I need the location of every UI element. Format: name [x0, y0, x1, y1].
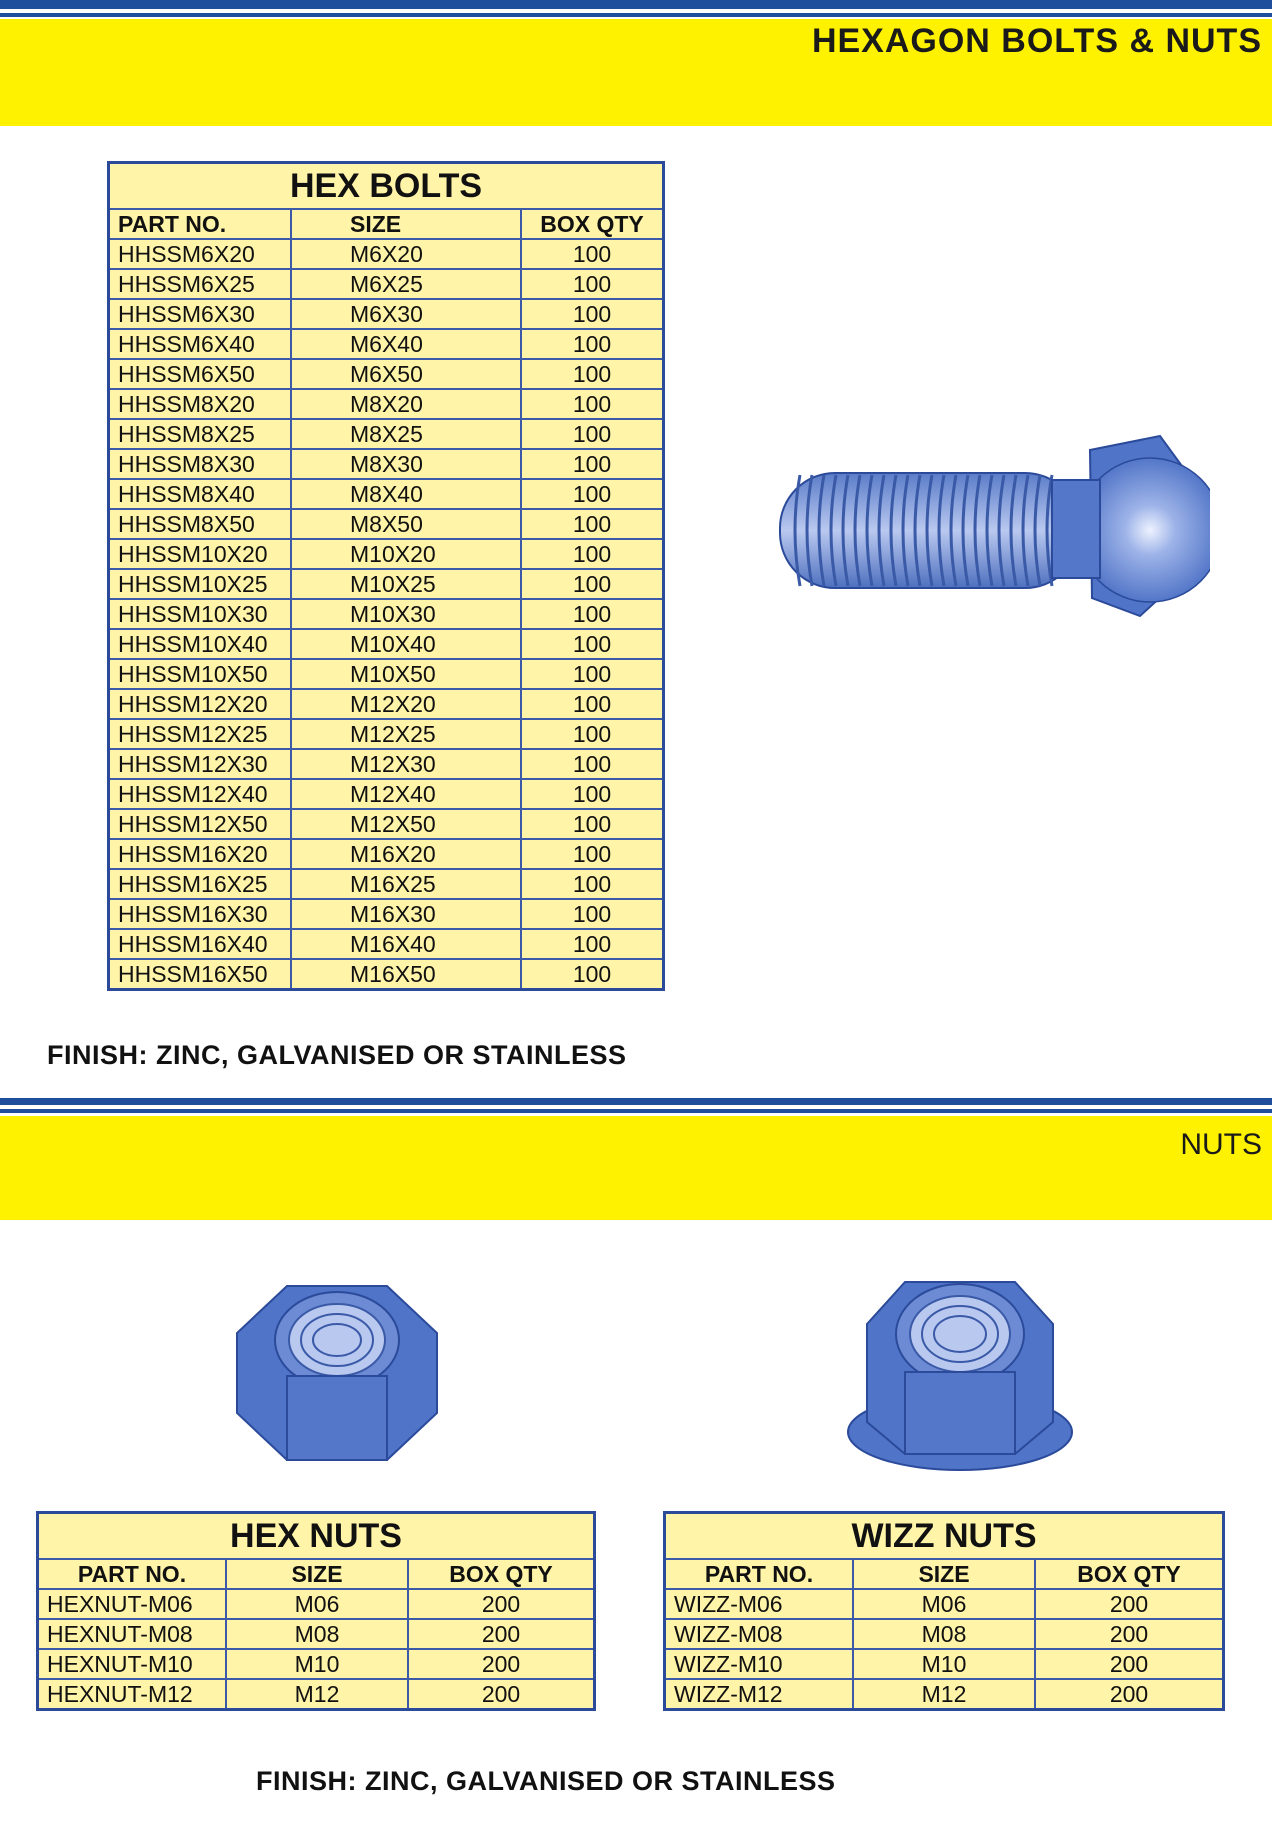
box-qty-cell: 100 — [521, 329, 664, 359]
box-qty-cell: 100 — [521, 629, 664, 659]
part-no-cell: HHSSM10X50 — [109, 659, 292, 689]
table-row — [109, 269, 664, 299]
table-row — [109, 539, 664, 569]
size-cell: M06 — [226, 1589, 408, 1619]
table-row — [109, 359, 664, 389]
part-no-cell: HHSSM6X25 — [109, 269, 292, 299]
wizz-nut-illustration — [843, 1272, 1078, 1472]
part-no-cell: HHSSM8X25 — [109, 419, 292, 449]
part-no-cell: HHSSM12X30 — [109, 749, 292, 779]
top-rule-thick — [0, 0, 1272, 9]
table-row — [109, 809, 664, 839]
table-row — [109, 869, 664, 899]
size-cell: M16X30 — [291, 899, 521, 929]
box-qty-cell: 100 — [521, 869, 664, 899]
column-header-size: SIZE — [291, 209, 521, 239]
size-cell: M06 — [853, 1589, 1035, 1619]
table-row — [665, 1589, 1224, 1619]
box-qty-cell: 100 — [521, 839, 664, 869]
table-row — [109, 569, 664, 599]
mid-rule-thick — [0, 1098, 1272, 1105]
size-cell: M08 — [853, 1619, 1035, 1649]
page-title: HEXAGON BOLTS & NUTS — [811, 22, 1262, 60]
part-no-cell: HHSSM6X50 — [109, 359, 292, 389]
size-cell: M10X50 — [291, 659, 521, 689]
table-row — [109, 839, 664, 869]
table-row — [665, 1619, 1224, 1649]
size-cell: M10X40 — [291, 629, 521, 659]
table-row — [109, 479, 664, 509]
part-no-cell: HHSSM6X30 — [109, 299, 292, 329]
size-cell: M8X50 — [291, 509, 521, 539]
hex-bolts-table — [107, 161, 665, 991]
size-cell: M10X30 — [291, 599, 521, 629]
box-qty-cell: 100 — [521, 779, 664, 809]
column-header-size: SIZE — [853, 1559, 1035, 1589]
size-cell: M8X25 — [291, 419, 521, 449]
part-no-cell: HHSSM12X50 — [109, 809, 292, 839]
box-qty-cell: 100 — [521, 509, 664, 539]
size-cell: M10 — [853, 1649, 1035, 1679]
box-qty-cell: 200 — [1035, 1649, 1224, 1679]
table-row — [109, 779, 664, 809]
size-cell: M10X20 — [291, 539, 521, 569]
size-cell: M08 — [226, 1619, 408, 1649]
box-qty-cell: 100 — [521, 899, 664, 929]
table-row — [665, 1649, 1224, 1679]
part-no-cell: HEXNUT-M10 — [38, 1649, 227, 1679]
table-row — [109, 689, 664, 719]
box-qty-cell: 100 — [521, 749, 664, 779]
size-cell: M8X30 — [291, 449, 521, 479]
part-no-cell: HHSSM6X40 — [109, 329, 292, 359]
hex-nuts-rows — [38, 1589, 595, 1710]
box-qty-cell: 200 — [408, 1679, 595, 1710]
box-qty-cell: 100 — [521, 239, 664, 269]
table-row — [109, 389, 664, 419]
size-cell: M6X25 — [291, 269, 521, 299]
table-row — [109, 959, 664, 990]
wizz-nuts-rows — [665, 1589, 1224, 1710]
box-qty-cell: 200 — [408, 1589, 595, 1619]
box-qty-cell: 100 — [521, 959, 664, 990]
size-cell: M6X20 — [291, 239, 521, 269]
box-qty-cell: 100 — [521, 599, 664, 629]
wizz-nuts-table — [663, 1511, 1225, 1711]
part-no-cell: HHSSM8X20 — [109, 389, 292, 419]
part-no-cell: HEXNUT-M08 — [38, 1619, 227, 1649]
column-header-box-qty: BOX QTY — [521, 209, 664, 239]
table-row — [109, 419, 664, 449]
part-no-cell: HHSSM16X30 — [109, 899, 292, 929]
part-no-cell: HHSSM10X30 — [109, 599, 292, 629]
box-qty-cell: 100 — [521, 689, 664, 719]
hex-nut-illustration — [232, 1278, 442, 1468]
table-row — [109, 749, 664, 779]
box-qty-cell: 100 — [521, 929, 664, 959]
box-qty-cell: 100 — [521, 539, 664, 569]
box-qty-cell: 100 — [521, 359, 664, 389]
part-no-cell: HHSSM10X20 — [109, 539, 292, 569]
box-qty-cell: 200 — [1035, 1589, 1224, 1619]
box-qty-cell: 200 — [408, 1649, 595, 1679]
size-cell: M8X40 — [291, 479, 521, 509]
column-header-part-no: PART NO. — [665, 1559, 854, 1589]
size-cell: M8X20 — [291, 389, 521, 419]
part-no-cell: HEXNUT-M12 — [38, 1679, 227, 1710]
table-row — [109, 719, 664, 749]
column-header-part-no: PART NO. — [38, 1559, 227, 1589]
nuts-section-title: NUTS — [1180, 1128, 1262, 1161]
part-no-cell: HHSSM12X20 — [109, 689, 292, 719]
table-row — [38, 1619, 595, 1649]
part-no-cell: HEXNUT-M06 — [38, 1589, 227, 1619]
table-row — [109, 239, 664, 269]
size-cell: M6X40 — [291, 329, 521, 359]
table-row — [109, 659, 664, 689]
part-no-cell: HHSSM6X20 — [109, 239, 292, 269]
box-qty-cell: 100 — [521, 419, 664, 449]
column-header-part-no: PART NO. — [109, 209, 292, 239]
table-row — [109, 329, 664, 359]
table-row — [109, 629, 664, 659]
table-row — [109, 929, 664, 959]
part-no-cell: HHSSM16X25 — [109, 869, 292, 899]
size-cell: M12X50 — [291, 809, 521, 839]
part-no-cell: WIZZ-M08 — [665, 1619, 854, 1649]
table-row — [109, 449, 664, 479]
hex-bolt-illustration — [770, 428, 1210, 628]
part-no-cell: HHSSM12X25 — [109, 719, 292, 749]
table-row — [109, 299, 664, 329]
mid-rule-thin — [0, 1109, 1272, 1113]
size-cell: M12X30 — [291, 749, 521, 779]
part-no-cell: HHSSM8X40 — [109, 479, 292, 509]
box-qty-cell: 100 — [521, 449, 664, 479]
size-cell: M10 — [226, 1649, 408, 1679]
part-no-cell: WIZZ-M06 — [665, 1589, 854, 1619]
column-header-size: SIZE — [226, 1559, 408, 1589]
size-cell: M16X25 — [291, 869, 521, 899]
size-cell: M12X25 — [291, 719, 521, 749]
size-cell: M16X50 — [291, 959, 521, 990]
size-cell: M6X50 — [291, 359, 521, 389]
size-cell: M6X30 — [291, 299, 521, 329]
box-qty-cell: 100 — [521, 569, 664, 599]
size-cell: M12X40 — [291, 779, 521, 809]
size-cell: M16X20 — [291, 839, 521, 869]
size-cell: M12 — [853, 1679, 1035, 1710]
table-row — [38, 1589, 595, 1619]
wizz-nuts-title: WIZZ NUTS — [665, 1513, 1224, 1560]
size-cell: M16X40 — [291, 929, 521, 959]
box-qty-cell: 100 — [521, 479, 664, 509]
hex-bolts-rows — [109, 239, 664, 990]
part-no-cell: HHSSM8X30 — [109, 449, 292, 479]
box-qty-cell: 200 — [408, 1619, 595, 1649]
column-header-box-qty: BOX QTY — [1035, 1559, 1224, 1589]
part-no-cell: HHSSM8X50 — [109, 509, 292, 539]
hex-nuts-table — [36, 1511, 596, 1711]
hex-bolts-title: HEX BOLTS — [109, 163, 664, 210]
part-no-cell: WIZZ-M10 — [665, 1649, 854, 1679]
table-row — [38, 1679, 595, 1710]
box-qty-cell: 200 — [1035, 1679, 1224, 1710]
table-row — [665, 1679, 1224, 1710]
size-cell: M12 — [226, 1679, 408, 1710]
table-row — [109, 899, 664, 929]
column-header-box-qty: BOX QTY — [408, 1559, 595, 1589]
part-no-cell: HHSSM16X50 — [109, 959, 292, 990]
nuts-finish-note: FINISH: ZINC, GALVANISED OR STAINLESS — [256, 1766, 836, 1796]
bolts-finish-note: FINISH: ZINC, GALVANISED OR STAINLESS — [47, 1040, 627, 1070]
table-row — [38, 1649, 595, 1679]
part-no-cell: HHSSM10X25 — [109, 569, 292, 599]
box-qty-cell: 100 — [521, 389, 664, 419]
box-qty-cell: 200 — [1035, 1619, 1224, 1649]
table-row — [109, 599, 664, 629]
top-rule-thin — [0, 13, 1272, 17]
box-qty-cell: 100 — [521, 719, 664, 749]
hex-nuts-title: HEX NUTS — [38, 1513, 595, 1560]
size-cell: M10X25 — [291, 569, 521, 599]
part-no-cell: HHSSM16X40 — [109, 929, 292, 959]
box-qty-cell: 100 — [521, 269, 664, 299]
part-no-cell: HHSSM16X20 — [109, 839, 292, 869]
size-cell: M12X20 — [291, 689, 521, 719]
part-no-cell: HHSSM10X40 — [109, 629, 292, 659]
part-no-cell: WIZZ-M12 — [665, 1679, 854, 1710]
table-row — [109, 509, 664, 539]
box-qty-cell: 100 — [521, 809, 664, 839]
nuts-band — [0, 1116, 1272, 1220]
part-no-cell: HHSSM12X40 — [109, 779, 292, 809]
box-qty-cell: 100 — [521, 299, 664, 329]
box-qty-cell: 100 — [521, 659, 664, 689]
